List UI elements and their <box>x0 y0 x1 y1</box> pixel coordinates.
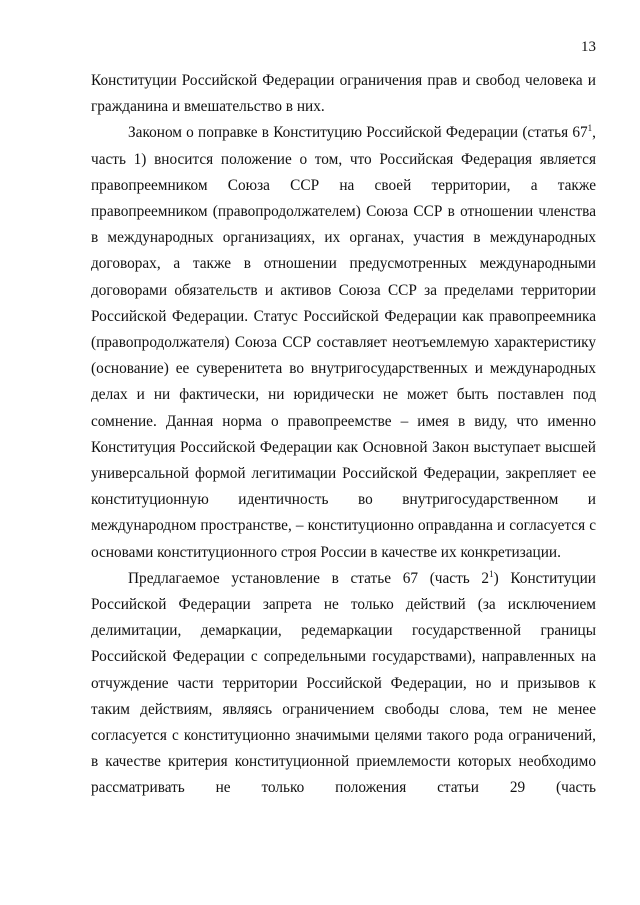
paragraph-text: Предлагаемое установление в статье 67 (часть 2 <box>128 569 490 587</box>
paragraph-text: , часть 1) вносится положение о том, что Российская Федерация является правопреемником Союза ССР на своей территории, а также правопреемником (правопродолжателем) Союза ССР в отношении членства в международных организациях, их органах, участия в международных договорах, а также в отношении предусмотренных международными договорами обязательств и активов Союза ССР за пределами территории Российской Федерации. Статус Российской Федерации как правопреемника (правопродолжателя) Союза ССР составляет неотъемлемую характеристику (основание) ее суверенитета во внутригосударственных и международных делах и ни фактически, ни юридически не может быть поставлен под сомнение. Данная норма о правопреемстве – имея в виду, что именно Конституция Российской Федерации как Основной Закон выступает высшей универсальной формой легитимации Российской Федерации, закрепляет ее конституционную идентичность во внутригосударственном и международном пространстве, – конституционно оправданна и согласуется с основами конституционного строя России в качестве их конкретизации. <box>91 124 596 561</box>
superscript: 1 <box>489 568 494 579</box>
paragraph-succession <box>91 120 596 565</box>
paragraph-text: Законом о поправке в Конституцию Российской Федерации (статья 67 <box>128 124 588 142</box>
superscript: 1 <box>587 123 593 134</box>
paragraph-continuation <box>91 68 596 120</box>
paragraph-text: Конституции Российской Федерации ограничения прав и свобод человека и гражданина и вмешательство в них. <box>91 72 596 116</box>
paragraph-text: ) Конституции Российской Федерации запрета не только действий (за исключением делимитации, демаркации, редемаркации государственной границы Российской Федерации с сопредельными государствами), направленных на отчуждение части территории Российской Федерации, но и призывов к таким действиям, являясь ограничением свободы слова, тем не менее согласуется с конституционно значимыми целями такого рода ограничений, в качестве критерия конституционной приемлемости которых необходимо рассматривать не только положения статьи 29 (часть <box>91 569 596 797</box>
document-body <box>91 68 596 802</box>
page-number: 13 <box>581 39 596 55</box>
paragraph-territory <box>91 566 596 802</box>
